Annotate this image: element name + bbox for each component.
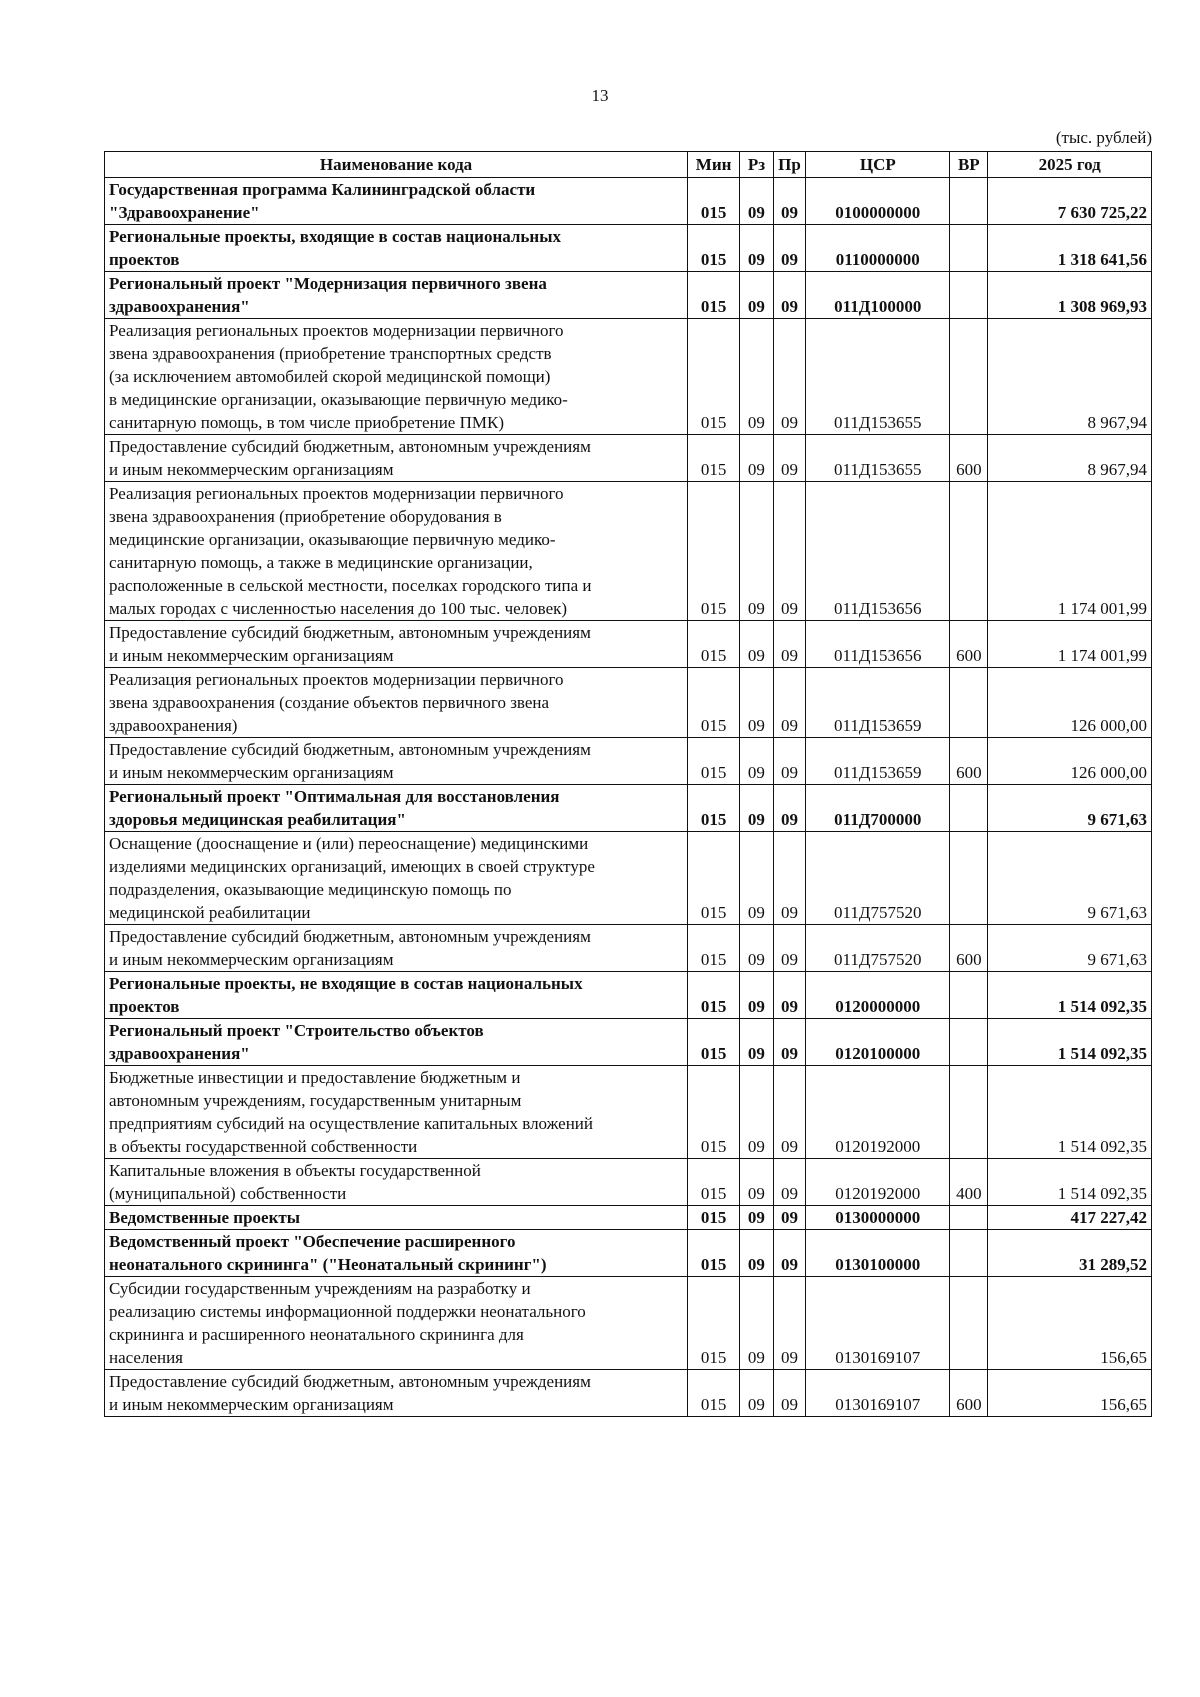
- table-row: [105, 972, 1152, 1019]
- cell-min: 015: [688, 972, 740, 1019]
- table-row: [105, 178, 1152, 225]
- header-name: Наименование кода: [105, 152, 688, 178]
- cell-csr: 011Д153655: [806, 435, 950, 482]
- cell-name-line: Предоставление субсидий бюджетным, автономным учреждениям: [109, 623, 591, 642]
- cell-name-line: и иным некоммерческим организациям: [109, 460, 394, 479]
- cell-csr: 0130169107: [806, 1277, 950, 1370]
- cell-rz: 09: [740, 319, 774, 435]
- cell-pr: 09: [773, 1230, 806, 1277]
- cell-vr: [950, 668, 988, 738]
- cell-name-line: и иным некоммерческим организациям: [109, 646, 394, 665]
- cell-name-line: Реализация региональных проектов модернизации первичного: [109, 670, 564, 689]
- table-row: [105, 1370, 1152, 1417]
- cell-amount: 1 514 092,35: [988, 1019, 1152, 1066]
- cell-name: [105, 1019, 688, 1066]
- cell-rz: 09: [740, 972, 774, 1019]
- cell-name-line: здоровья медицинская реабилитация": [109, 810, 406, 829]
- cell-name-line: Предоставление субсидий бюджетным, автономным учреждениям: [109, 1372, 591, 1391]
- cell-name-line: Субсидии государственным учреждениям на разработку и: [109, 1279, 531, 1298]
- cell-name-line: звена здравоохранения (приобретение транспортных средств: [109, 344, 552, 363]
- cell-rz: 09: [740, 1019, 774, 1066]
- cell-vr: 600: [950, 1370, 988, 1417]
- cell-name: [105, 435, 688, 482]
- cell-amount: 1 514 092,35: [988, 1159, 1152, 1206]
- cell-min: 015: [688, 435, 740, 482]
- cell-rz: 09: [740, 1370, 774, 1417]
- cell-rz: 09: [740, 668, 774, 738]
- cell-vr: 600: [950, 738, 988, 785]
- cell-name-line: санитарную помощь, а также в медицинские организации,: [109, 553, 533, 572]
- cell-name: [105, 1370, 688, 1417]
- cell-name: [105, 832, 688, 925]
- cell-pr: 09: [773, 832, 806, 925]
- cell-amount: 8 967,94: [988, 435, 1152, 482]
- cell-amount: 1 514 092,35: [988, 972, 1152, 1019]
- cell-amount: 9 671,63: [988, 785, 1152, 832]
- cell-name-line: расположенные в сельской местности, поселках городского типа и: [109, 576, 592, 595]
- cell-min: 015: [688, 738, 740, 785]
- cell-name-line: скрининга и расширенного неонатального скрининга для: [109, 1325, 524, 1344]
- cell-name-line: звена здравоохранения (создание объектов первичного звена: [109, 693, 550, 712]
- cell-name-line: Бюджетные инвестиции и предоставление бюджетным и: [109, 1068, 521, 1087]
- cell-amount: 9 671,63: [988, 925, 1152, 972]
- cell-rz: 09: [740, 621, 774, 668]
- cell-csr: 011Д757520: [806, 925, 950, 972]
- table-row: [105, 1159, 1152, 1206]
- cell-pr: 09: [773, 1206, 806, 1230]
- cell-name-line: и иным некоммерческим организациям: [109, 763, 394, 782]
- cell-amount: 9 671,63: [988, 832, 1152, 925]
- cell-csr: 011Д153659: [806, 738, 950, 785]
- cell-name: [105, 319, 688, 435]
- cell-name-line: и иным некоммерческим организациям: [109, 950, 394, 969]
- cell-vr: [950, 482, 988, 621]
- cell-name-line: "Здравоохранение": [109, 203, 260, 222]
- cell-name-line: в объекты государственной собственности: [109, 1137, 418, 1156]
- cell-min: 015: [688, 178, 740, 225]
- table-row: [105, 319, 1152, 435]
- header-min: Мин: [688, 152, 740, 178]
- cell-vr: [950, 272, 988, 319]
- cell-min: 015: [688, 1370, 740, 1417]
- cell-name: [105, 225, 688, 272]
- cell-pr: 09: [773, 435, 806, 482]
- cell-min: 015: [688, 621, 740, 668]
- cell-name-line: Предоставление субсидий бюджетным, автономным учреждениям: [109, 927, 591, 946]
- cell-pr: 09: [773, 1019, 806, 1066]
- cell-vr: [950, 178, 988, 225]
- cell-name-line: населения: [109, 1348, 183, 1367]
- cell-amount: 156,65: [988, 1277, 1152, 1370]
- cell-name: [105, 668, 688, 738]
- table-row: [105, 1019, 1152, 1066]
- cell-pr: 09: [773, 1159, 806, 1206]
- cell-name: [105, 738, 688, 785]
- table-row: [105, 482, 1152, 621]
- cell-name: [105, 785, 688, 832]
- cell-pr: 09: [773, 1277, 806, 1370]
- cell-csr: 011Д153656: [806, 621, 950, 668]
- cell-csr: 011Д757520: [806, 832, 950, 925]
- cell-vr: [950, 1066, 988, 1159]
- cell-name-line: Реализация региональных проектов модернизации первичного: [109, 321, 564, 340]
- cell-vr: [950, 1230, 988, 1277]
- cell-csr: 0120192000: [806, 1159, 950, 1206]
- cell-amount: 1 318 641,56: [988, 225, 1152, 272]
- cell-pr: 09: [773, 1370, 806, 1417]
- cell-name: [105, 1206, 688, 1230]
- cell-amount: 1 308 969,93: [988, 272, 1152, 319]
- table-row: [105, 738, 1152, 785]
- table-row: [105, 832, 1152, 925]
- cell-min: 015: [688, 225, 740, 272]
- cell-name-line: в медицинские организации, оказывающие первичную медико-: [109, 390, 568, 409]
- cell-rz: 09: [740, 1206, 774, 1230]
- cell-csr: 0130169107: [806, 1370, 950, 1417]
- cell-csr: 0130000000: [806, 1206, 950, 1230]
- cell-csr: 0100000000: [806, 178, 950, 225]
- header-year: 2025 год: [988, 152, 1152, 178]
- cell-name-line: Капитальные вложения в объекты государственной: [109, 1161, 481, 1180]
- cell-amount: 1 174 001,99: [988, 482, 1152, 621]
- cell-csr: 0110000000: [806, 225, 950, 272]
- cell-min: 015: [688, 319, 740, 435]
- cell-pr: 09: [773, 925, 806, 972]
- cell-pr: 09: [773, 738, 806, 785]
- cell-rz: 09: [740, 832, 774, 925]
- cell-name-line: изделиями медицинских организаций, имеющих в своей структуре: [109, 857, 595, 876]
- cell-rz: 09: [740, 785, 774, 832]
- cell-rz: 09: [740, 1230, 774, 1277]
- cell-min: 015: [688, 1066, 740, 1159]
- cell-min: 015: [688, 272, 740, 319]
- cell-min: 015: [688, 1230, 740, 1277]
- cell-pr: 09: [773, 178, 806, 225]
- cell-name: [105, 972, 688, 1019]
- cell-vr: [950, 832, 988, 925]
- cell-name-line: звена здравоохранения (приобретение оборудования в: [109, 507, 502, 526]
- cell-name: [105, 178, 688, 225]
- header-rz: Рз: [740, 152, 774, 178]
- cell-csr: 011Д153656: [806, 482, 950, 621]
- cell-name-line: предприятиям субсидий на осуществление капитальных вложений: [109, 1114, 593, 1133]
- table-row: [105, 272, 1152, 319]
- cell-pr: 09: [773, 621, 806, 668]
- cell-amount: 126 000,00: [988, 738, 1152, 785]
- cell-min: 015: [688, 668, 740, 738]
- table-row: [105, 1206, 1152, 1230]
- cell-min: 015: [688, 785, 740, 832]
- table-row: [105, 1066, 1152, 1159]
- cell-name-line: Ведомственные проекты: [109, 1208, 301, 1227]
- page-number: 13: [591, 86, 609, 105]
- units-note: (тыс. рублей): [1055, 128, 1152, 147]
- cell-min: 015: [688, 1159, 740, 1206]
- cell-amount: 31 289,52: [988, 1230, 1152, 1277]
- cell-name-line: проектов: [109, 997, 180, 1016]
- cell-pr: 09: [773, 319, 806, 435]
- cell-vr: [950, 1019, 988, 1066]
- cell-name-line: и иным некоммерческим организациям: [109, 1395, 394, 1414]
- table-row: [105, 1230, 1152, 1277]
- cell-min: 015: [688, 832, 740, 925]
- cell-csr: 011Д700000: [806, 785, 950, 832]
- cell-name-line: здравоохранения): [109, 716, 238, 735]
- cell-vr: 600: [950, 435, 988, 482]
- cell-name-line: Региональный проект "Оптимальная для восстановления: [109, 787, 560, 806]
- cell-name-line: проектов: [109, 250, 180, 269]
- cell-pr: 09: [773, 225, 806, 272]
- cell-amount: 126 000,00: [988, 668, 1152, 738]
- cell-rz: 09: [740, 738, 774, 785]
- cell-vr: [950, 1206, 988, 1230]
- cell-name-line: реализацию системы информационной поддержки неонатального: [109, 1302, 586, 1321]
- cell-csr: 0120000000: [806, 972, 950, 1019]
- cell-name: [105, 1277, 688, 1370]
- cell-min: 015: [688, 482, 740, 621]
- cell-amount: 1 174 001,99: [988, 621, 1152, 668]
- cell-vr: [950, 319, 988, 435]
- cell-rz: 09: [740, 482, 774, 621]
- cell-name-line: санитарную помощь, в том числе приобретение ПМК): [109, 413, 504, 432]
- table-row: [105, 225, 1152, 272]
- cell-vr: [950, 972, 988, 1019]
- cell-amount: 156,65: [988, 1370, 1152, 1417]
- cell-name-line: (за исключением автомобилей скорой медицинской помощи): [109, 367, 551, 386]
- cell-csr: 0120192000: [806, 1066, 950, 1159]
- cell-name-line: Оснащение (дооснащение и (или) переоснащение) медицинскими: [109, 834, 589, 853]
- cell-min: 015: [688, 1019, 740, 1066]
- cell-pr: 09: [773, 482, 806, 621]
- table-row: [105, 1277, 1152, 1370]
- cell-name: [105, 925, 688, 972]
- cell-name-line: Предоставление субсидий бюджетным, автономным учреждениям: [109, 740, 591, 759]
- cell-rz: 09: [740, 435, 774, 482]
- cell-name-line: Государственная программа Калининградской области: [109, 180, 536, 199]
- budget-table: [104, 151, 1152, 1417]
- cell-name: [105, 1230, 688, 1277]
- cell-vr: 400: [950, 1159, 988, 1206]
- cell-min: 015: [688, 1277, 740, 1370]
- header-vr: ВР: [950, 152, 988, 178]
- table-row: [105, 668, 1152, 738]
- cell-csr: 011Д153659: [806, 668, 950, 738]
- cell-rz: 09: [740, 925, 774, 972]
- table-row: [105, 621, 1152, 668]
- cell-name-line: здравоохранения": [109, 1044, 250, 1063]
- header-pr: Пр: [773, 152, 806, 178]
- cell-pr: 09: [773, 972, 806, 1019]
- cell-min: 015: [688, 925, 740, 972]
- cell-rz: 09: [740, 1066, 774, 1159]
- table-row: [105, 435, 1152, 482]
- cell-rz: 09: [740, 178, 774, 225]
- cell-csr: 011Д153655: [806, 319, 950, 435]
- cell-min: 015: [688, 1206, 740, 1230]
- cell-pr: 09: [773, 785, 806, 832]
- cell-name-line: Ведомственный проект "Обеспечение расширенного: [109, 1232, 516, 1251]
- cell-rz: 09: [740, 1159, 774, 1206]
- cell-name-line: (муниципальной) собственности: [109, 1184, 347, 1203]
- cell-name: [105, 272, 688, 319]
- cell-csr: 011Д100000: [806, 272, 950, 319]
- cell-name: [105, 621, 688, 668]
- cell-amount: 1 514 092,35: [988, 1066, 1152, 1159]
- cell-rz: 09: [740, 1277, 774, 1370]
- cell-pr: 09: [773, 1066, 806, 1159]
- cell-name-line: медицинской реабилитации: [109, 903, 311, 922]
- cell-vr: 600: [950, 621, 988, 668]
- cell-vr: [950, 225, 988, 272]
- table-row: [105, 925, 1152, 972]
- cell-name-line: Региональный проект "Модернизация первичного звена: [109, 274, 547, 293]
- cell-name-line: здравоохранения": [109, 297, 250, 316]
- cell-rz: 09: [740, 272, 774, 319]
- cell-amount: 7 630 725,22: [988, 178, 1152, 225]
- cell-vr: [950, 1277, 988, 1370]
- table-body: [105, 178, 1152, 1417]
- cell-vr: [950, 785, 988, 832]
- cell-name-line: Региональный проект "Строительство объектов: [109, 1021, 484, 1040]
- table-row: [105, 785, 1152, 832]
- cell-name-line: Реализация региональных проектов модернизации первичного: [109, 484, 564, 503]
- cell-pr: 09: [773, 668, 806, 738]
- cell-name: [105, 1066, 688, 1159]
- cell-name-line: автономным учреждениям, государственным унитарным: [109, 1091, 522, 1110]
- cell-name-line: Региональные проекты, не входящие в состав национальных: [109, 974, 583, 993]
- cell-name-line: медицинские организации, оказывающие первичную медико-: [109, 530, 556, 549]
- cell-csr: 0120100000: [806, 1019, 950, 1066]
- table-header-row: [105, 152, 1152, 178]
- cell-vr: 600: [950, 925, 988, 972]
- cell-name-line: неонатального скрининга" ("Неонатальный скрининг"): [109, 1255, 547, 1274]
- cell-name-line: подразделения, оказывающие медицинскую помощь по: [109, 880, 512, 899]
- cell-pr: 09: [773, 272, 806, 319]
- cell-rz: 09: [740, 225, 774, 272]
- cell-name-line: малых городах с численностью населения до 100 тыс. человек): [109, 599, 568, 618]
- header-csr: ЦСР: [806, 152, 950, 178]
- cell-amount: 417 227,42: [988, 1206, 1152, 1230]
- cell-name-line: Региональные проекты, входящие в состав национальных: [109, 227, 561, 246]
- cell-csr: 0130100000: [806, 1230, 950, 1277]
- cell-name: [105, 1159, 688, 1206]
- cell-name: [105, 482, 688, 621]
- cell-amount: 8 967,94: [988, 319, 1152, 435]
- cell-name-line: Предоставление субсидий бюджетным, автономным учреждениям: [109, 437, 591, 456]
